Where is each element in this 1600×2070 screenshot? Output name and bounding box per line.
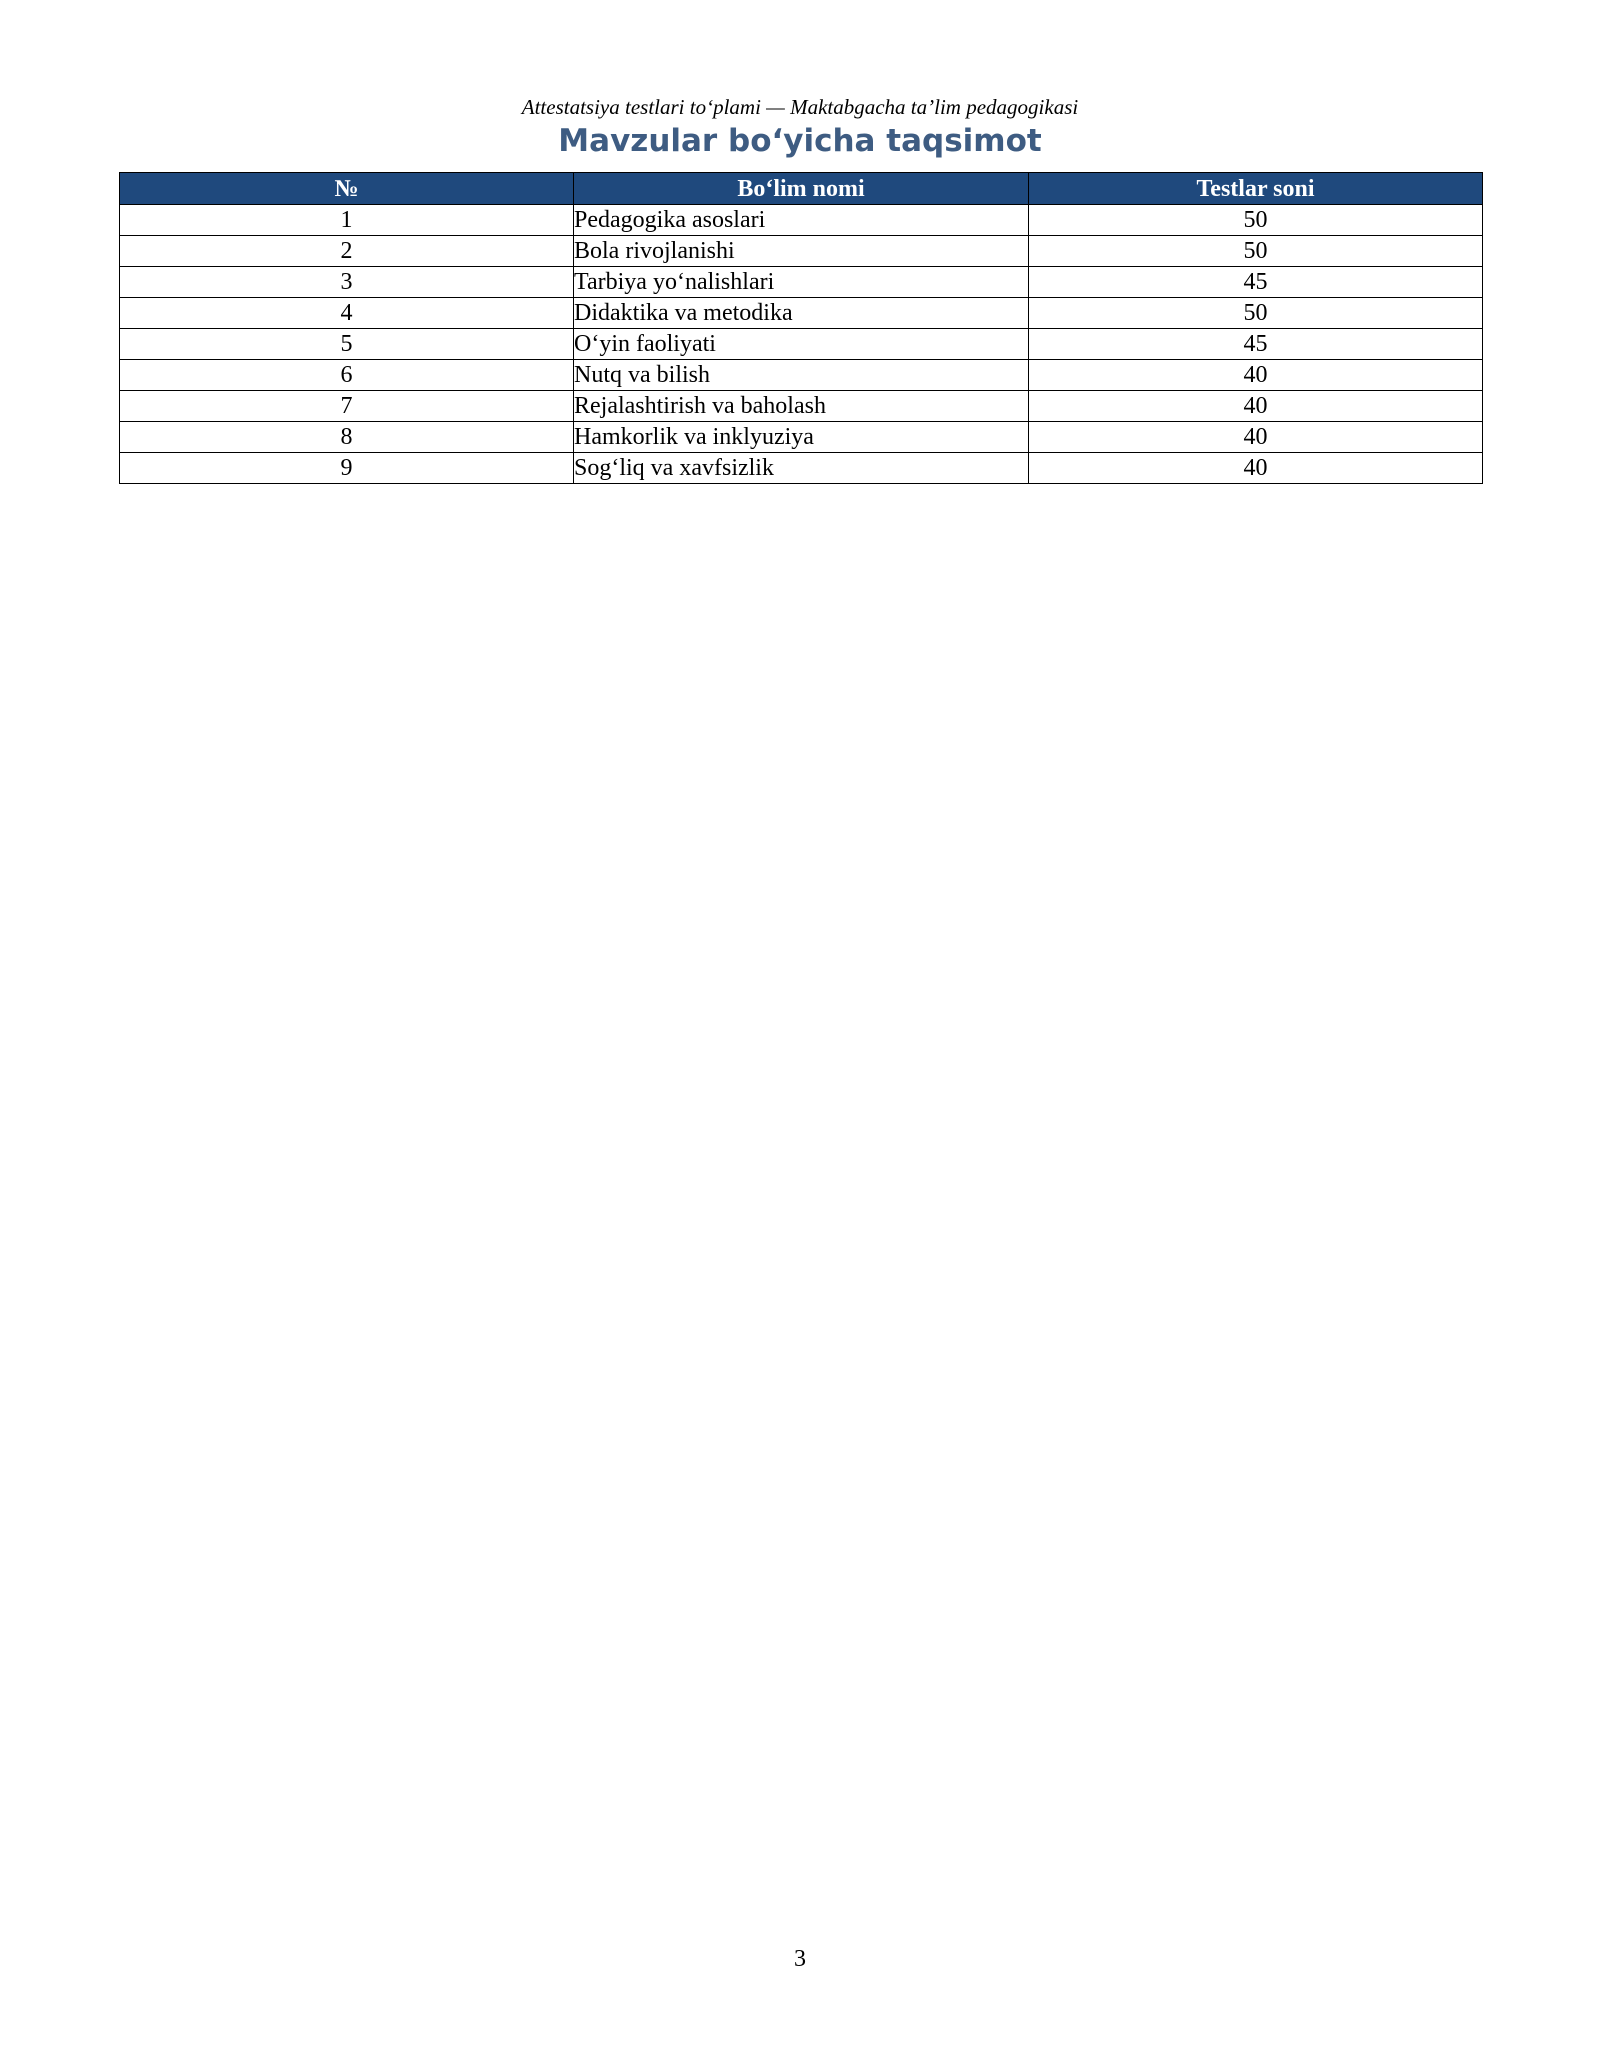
row-number: 5 xyxy=(120,329,574,360)
section-name: Pedagogika asoslari xyxy=(574,205,1029,236)
table-row xyxy=(120,422,1483,453)
test-count: 40 xyxy=(1029,391,1483,422)
table-row xyxy=(120,360,1483,391)
section-name: Sog‘liq va xavfsizlik xyxy=(574,453,1029,484)
section-name: Tarbiya yo‘nalishlari xyxy=(574,267,1029,298)
section-name: Bola rivojlanishi xyxy=(574,236,1029,267)
running-header: Attestatsiya testlari to‘plami — Maktabgacha ta’lim pedagogikasi xyxy=(521,95,1079,119)
table-row xyxy=(120,205,1483,236)
row-number: 7 xyxy=(120,391,574,422)
test-count: 40 xyxy=(1029,422,1483,453)
test-count: 40 xyxy=(1029,453,1483,484)
section-name: O‘yin faoliyati xyxy=(574,329,1029,360)
test-count: 50 xyxy=(1029,298,1483,329)
page-title: Mavzular bo‘yicha taqsimot xyxy=(558,123,1042,159)
test-count: 45 xyxy=(1029,267,1483,298)
section-name: Nutq va bilish xyxy=(574,360,1029,391)
test-count: 50 xyxy=(1029,236,1483,267)
test-count: 45 xyxy=(1029,329,1483,360)
table-row xyxy=(120,391,1483,422)
table-row xyxy=(120,267,1483,298)
section-name: Didaktika va metodika xyxy=(574,298,1029,329)
table-row xyxy=(120,329,1483,360)
row-number: 9 xyxy=(120,453,574,484)
row-number: 1 xyxy=(120,205,574,236)
table-row xyxy=(120,298,1483,329)
section-name: Rejalashtirish va baholash xyxy=(574,391,1029,422)
test-count: 40 xyxy=(1029,360,1483,391)
column-header-number: № xyxy=(120,173,574,205)
row-number: 3 xyxy=(120,267,574,298)
column-header-test-count: Testlar soni xyxy=(1029,173,1483,205)
table-row xyxy=(120,236,1483,267)
section-name: Hamkorlik va inklyuziya xyxy=(574,422,1029,453)
table-row xyxy=(120,453,1483,484)
page-number: 3 xyxy=(794,1946,806,1972)
row-number: 6 xyxy=(120,360,574,391)
table-header-row xyxy=(120,173,1483,205)
column-header-section-name: Bo‘lim nomi xyxy=(574,173,1029,205)
row-number: 4 xyxy=(120,298,574,329)
row-number: 8 xyxy=(120,422,574,453)
row-number: 2 xyxy=(120,236,574,267)
test-count: 50 xyxy=(1029,205,1483,236)
topic-distribution-table xyxy=(119,172,1483,484)
